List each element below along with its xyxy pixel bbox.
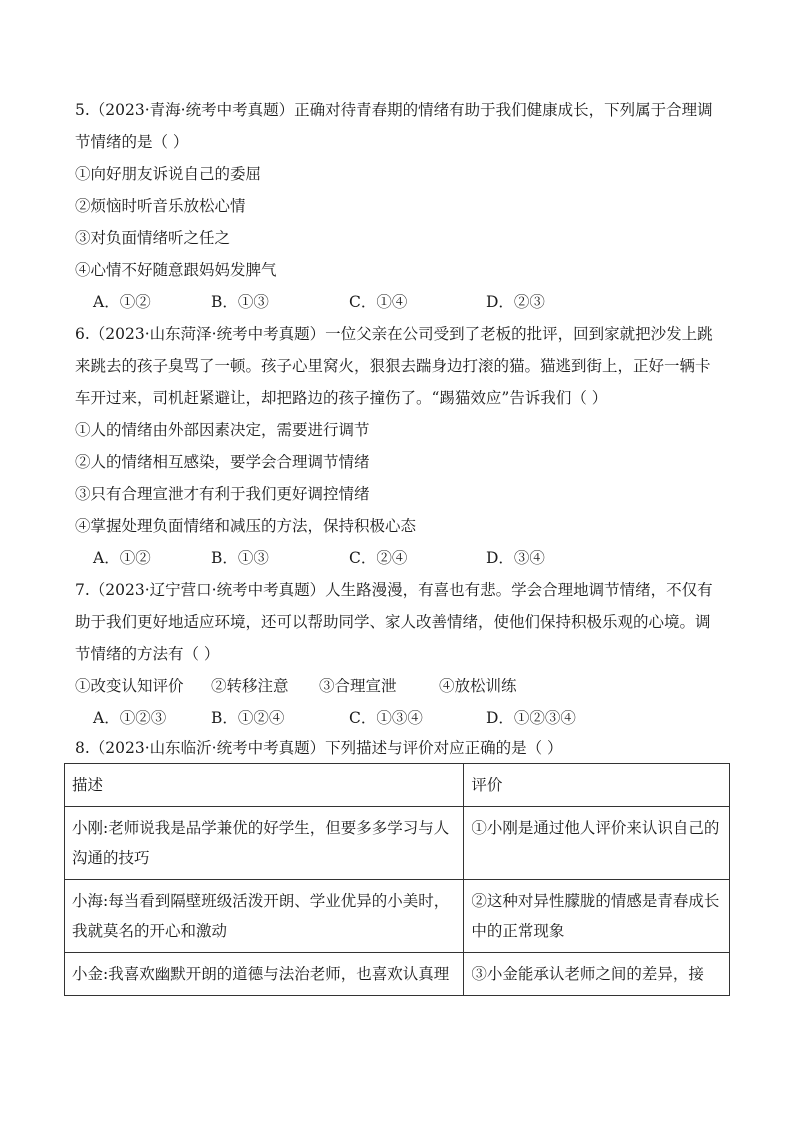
q8-table xyxy=(64,763,730,996)
q6-stem-line-2: 来跳去的孩子臭骂了一顿。孩子心里窝火，狠狠去踹身边打滚的猫。猫逃到街上，正好一辆卡 xyxy=(75,357,711,375)
q6-option-c[interactable]: C．②④ xyxy=(349,549,408,567)
table-row xyxy=(65,807,730,880)
q5-option-d[interactable]: D．②③ xyxy=(486,293,545,311)
q6-option-b[interactable]: B．①③ xyxy=(211,549,269,567)
q6-item-1: ①人的情绪由外部因素决定，需要进行调节 xyxy=(75,421,370,439)
q5-item-4: ④心情不好随意跟妈妈发脾气 xyxy=(75,261,277,279)
table-cell-description: 小金:我喜欢幽默开朗的道德与法治老师，也喜欢认真理 xyxy=(65,953,464,996)
q7-item-3: ③合理宣泄 xyxy=(319,677,397,695)
table-row xyxy=(65,953,730,996)
table-row xyxy=(65,880,730,953)
q7-option-c[interactable]: C．①③④ xyxy=(349,709,423,727)
q6-item-2: ②人的情绪相互感染，要学会合理调节情绪 xyxy=(75,453,370,471)
q7-item-1: ①改变认知评价 xyxy=(75,677,184,695)
q6-item-3: ③只有合理宣泄才有利于我们更好调控情绪 xyxy=(75,485,370,503)
q5-item-2: ②烦恼时听音乐放松心情 xyxy=(75,197,246,215)
q5-option-a[interactable]: A．①② xyxy=(93,293,151,311)
table-header-row xyxy=(65,764,730,807)
q7-stem-line-2: 助于我们更好地适应环境，还可以帮助同学、家人改善情绪，使他们保持积极乐观的心境。调 xyxy=(75,613,711,631)
q7-option-d[interactable]: D．①②③④ xyxy=(486,709,576,727)
q5-stem-line-1: 5.（2023·青海·统考中考真题）正确对待青春期的情绪有助于我们健康成长，下列属于合理调 xyxy=(75,101,713,119)
table-header-evaluation: 评价 xyxy=(464,764,730,807)
table-cell-description: 小海:每当看到隔壁班级活泼开朗、学业优异的小美时，我就莫名的开心和激动 xyxy=(65,880,464,953)
q6-option-a[interactable]: A．①② xyxy=(93,549,151,567)
q5-item-1: ①向好朋友诉说自己的委屈 xyxy=(75,165,262,183)
table-cell-evaluation: ③小金能承认老师之间的差异，接 xyxy=(464,953,730,996)
q5-item-3: ③对负面情绪听之任之 xyxy=(75,229,231,247)
q5-option-c[interactable]: C．①④ xyxy=(349,293,408,311)
table-cell-evaluation: ②这种对异性朦胧的情感是青春成长中的正常现象 xyxy=(464,880,730,953)
q5-option-b[interactable]: B．①③ xyxy=(211,293,269,311)
q7-option-b[interactable]: B．①②④ xyxy=(211,709,285,727)
q6-option-d[interactable]: D．③④ xyxy=(486,549,545,567)
table-header-description: 描述 xyxy=(65,764,464,807)
table-cell-evaluation: ①小刚是通过他人评价来认识自己的 xyxy=(464,807,730,880)
q8-stem-line-1: 8.（2023·山东临沂·统考中考真题）下列描述与评价对应正确的是（ ） xyxy=(75,739,563,757)
q7-stem-line-1: 7.（2023·辽宁营口·统考中考真题）人生路漫漫，有喜也有悲。学会合理地调节情绪，不仅有 xyxy=(75,581,713,599)
q7-item-2: ②转移注意 xyxy=(211,677,289,695)
q6-stem-line-3: 车开过来，司机赶紧避让，却把路边的孩子撞伤了。“踢猫效应”告诉我们（ ） xyxy=(75,389,608,407)
table-cell-description: 小刚:老师说我是品学兼优的好学生，但要多多学习与人沟通的技巧 xyxy=(65,807,464,880)
q5-stem-line-2: 节情绪的是（ ） xyxy=(75,133,189,151)
q7-option-a[interactable]: A．①②③ xyxy=(93,709,167,727)
q6-item-4: ④掌握处理负面情绪和减压的方法，保持积极心态 xyxy=(75,517,417,535)
q7-stem-line-3: 节情绪的方法有（ ） xyxy=(75,645,220,663)
q7-items xyxy=(75,675,635,697)
q7-item-4: ④放松训练 xyxy=(439,677,517,695)
q6-stem-line-1: 6.（2023·山东菏泽·统考中考真题）一位父亲在公司受到了老板的批评，回到家就把沙发上跳 xyxy=(75,325,713,343)
